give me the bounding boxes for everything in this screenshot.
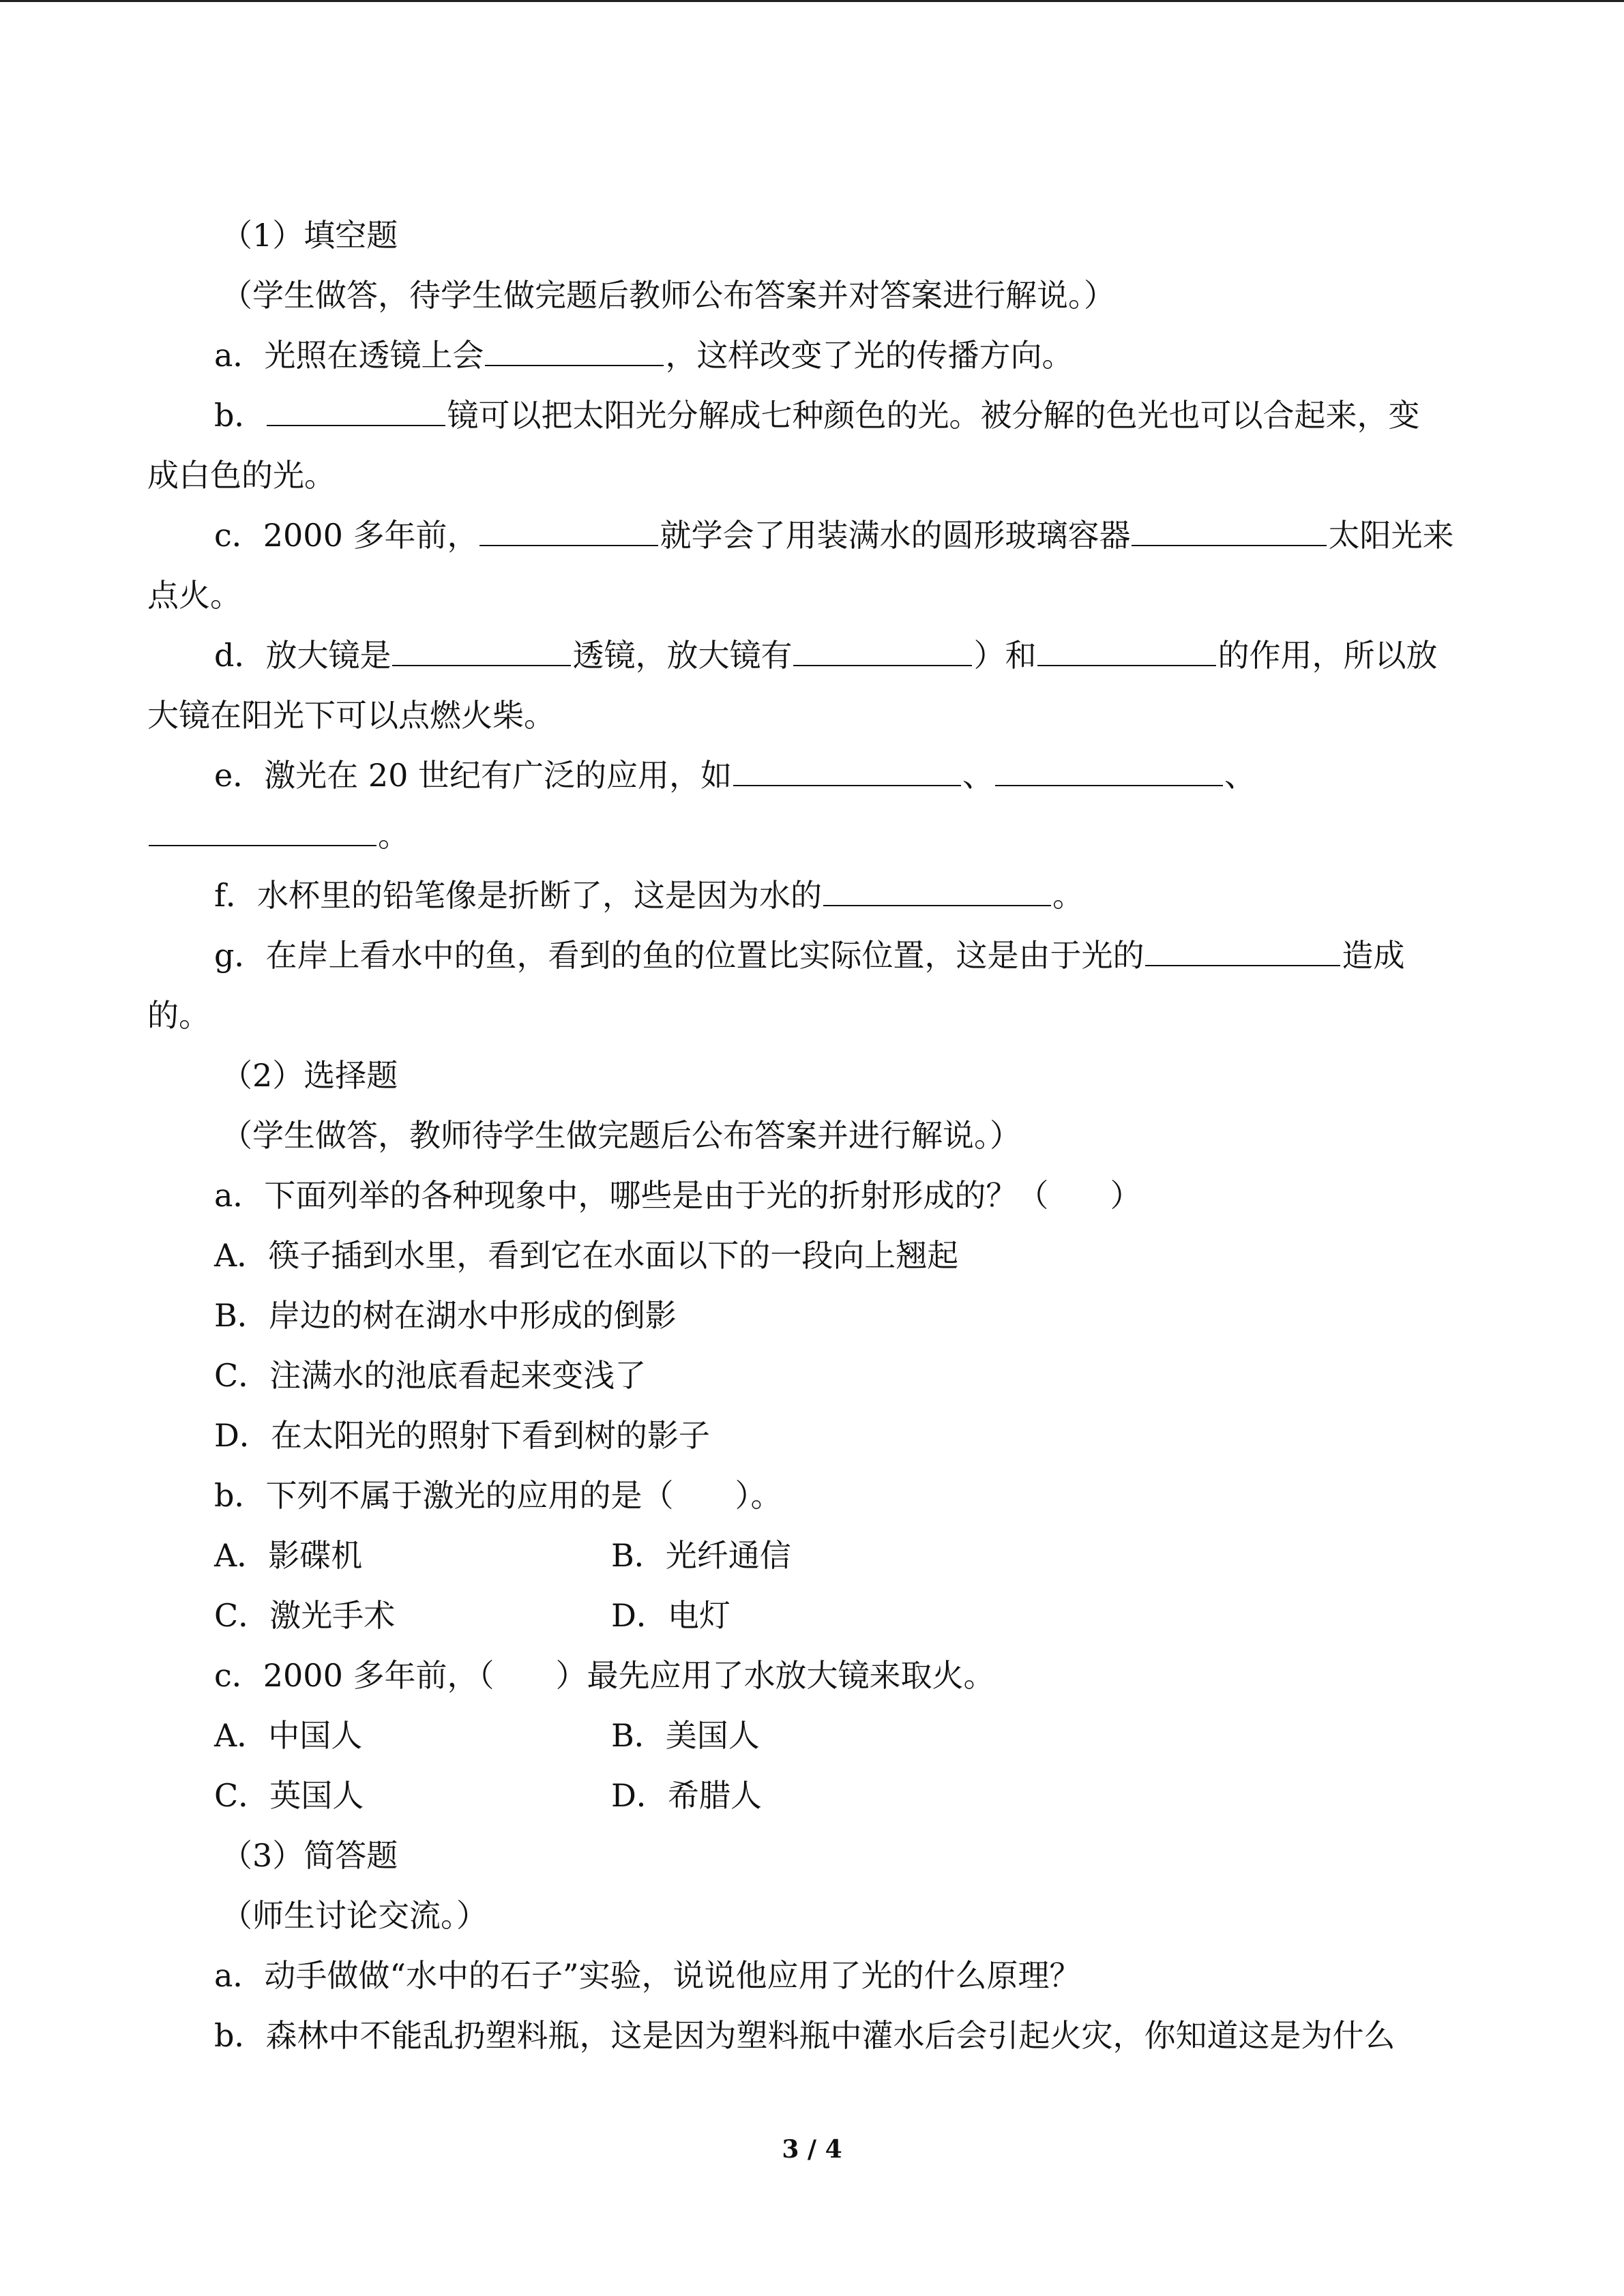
fill-question-c-continued: 点火。: [147, 577, 241, 614]
choice-section-heading: （2）选择题: [221, 1057, 398, 1094]
answer-blank[interactable]: [485, 335, 664, 366]
choice-question-b-stem: b．下列不属于激光的应用的是（ ）。: [214, 1477, 782, 1514]
answer-blank[interactable]: [392, 635, 571, 666]
fill-section-instruction: （学生做答，待学生做完题后教师公布答案并对答案进行解说。）: [221, 277, 1115, 314]
fill-question-d-continued: 大镜在阳光下可以点燃火柴。: [147, 697, 555, 734]
choice-option-row: [0, 1525, 1624, 1586]
fill-question-e: e．激光在 20 世纪有广泛的应用，如 、 、: [0, 745, 1624, 806]
fill-question-e-continued: 。: [0, 805, 1624, 866]
short-question-a: a．动手做做“水中的石子”实验，说说他应用了光的什么原理？: [214, 1957, 1081, 1994]
choice-option[interactable]: B．美国人: [611, 1717, 760, 1754]
choice-option[interactable]: A．筷子插到水里，看到它在水面以下的一段向上翘起: [214, 1237, 959, 1274]
answer-blank[interactable]: [995, 755, 1223, 786]
answer-blank[interactable]: [733, 755, 961, 786]
short-section-instruction: （师生讨论交流。）: [221, 1897, 488, 1934]
short-question-b: b．森林中不能乱扔塑料瓶，这是因为塑料瓶中灌水后会引起火灾，你知道这是为什么: [214, 2017, 1396, 2054]
fill-question-a: a．光照在透镜上会 ，这样改变了光的传播方向。: [0, 325, 1624, 386]
fill-question-g: g．在岸上看水中的鱼，看到的鱼的位置比实际位置，这是由于光的 造成: [0, 925, 1624, 986]
fill-question-b-continued: 成白色的光。: [147, 457, 336, 494]
answer-blank[interactable]: [823, 875, 1051, 906]
fill-question-d: d．放大镜是 透镜，放大镜有 ）和 的作用，所以放: [0, 625, 1624, 686]
choice-option-row: [0, 1765, 1624, 1826]
choice-section-instruction: （学生做答，教师待学生做完题后公布答案并进行解说。）: [221, 1117, 1021, 1154]
choice-question-a-stem: a．下面列举的各种现象中，哪些是由于光的折射形成的？（ ）: [214, 1177, 1142, 1214]
answer-blank[interactable]: [149, 815, 377, 846]
fill-question-f: f．水杯里的铅笔像是折断了，这是因为水的 。: [0, 865, 1624, 926]
choice-option[interactable]: C．注满水的池底看起来变浅了: [214, 1357, 647, 1394]
fill-question-b: b． 镜可以把太阳光分解成七种颜色的光。被分解的色光也可以合起来，变: [0, 385, 1624, 446]
fill-question-c: c．2000 多年前， 就学会了用装满水的圆形玻璃容器 太阳光来: [0, 505, 1624, 566]
answer-blank[interactable]: [1132, 515, 1327, 546]
choice-option[interactable]: D．电灯: [611, 1597, 730, 1634]
choice-option[interactable]: D．希腊人: [611, 1777, 762, 1814]
choice-option[interactable]: A．影碟机: [214, 1537, 363, 1574]
choice-option[interactable]: D．在太阳光的照射下看到树的影子: [214, 1417, 710, 1454]
choice-option[interactable]: B．光纤通信: [611, 1537, 791, 1574]
choice-option[interactable]: B．岸边的树在湖水中形成的倒影: [214, 1297, 677, 1334]
choice-option-row: [0, 1585, 1624, 1646]
answer-blank[interactable]: [793, 635, 972, 666]
page-number: 3 / 4: [782, 2135, 842, 2164]
fill-question-g-continued: 的。: [147, 997, 210, 1034]
answer-blank[interactable]: [1037, 635, 1216, 666]
answer-blank[interactable]: [267, 395, 445, 426]
fill-section-heading: （1）填空题: [221, 217, 398, 254]
answer-blank[interactable]: [1145, 935, 1340, 966]
choice-question-c-stem: c．2000 多年前，（ ）最先应用了水放大镜来取火。: [214, 1657, 995, 1694]
choice-option-row: [0, 1705, 1624, 1766]
choice-option[interactable]: C．英国人: [214, 1777, 364, 1814]
answer-blank[interactable]: [479, 515, 658, 546]
choice-option[interactable]: A．中国人: [214, 1717, 363, 1754]
choice-option[interactable]: C．激光手术: [214, 1597, 396, 1634]
short-section-heading: （3）简答题: [221, 1837, 398, 1874]
